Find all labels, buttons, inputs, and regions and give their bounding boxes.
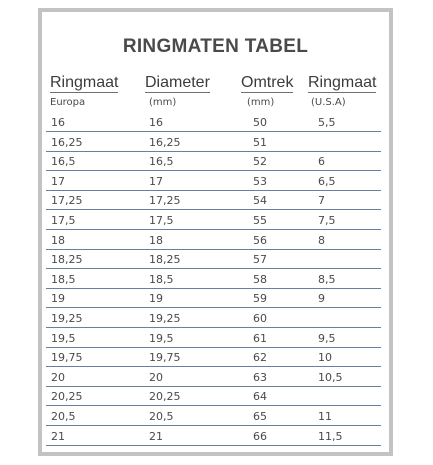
cell-omtrek: 62 <box>253 351 267 365</box>
cell-omtrek: 58 <box>253 272 267 286</box>
table-row <box>42 270 389 289</box>
table-row <box>42 309 389 328</box>
cell-diameter: 16,25 <box>149 135 181 149</box>
cell-ringmaat-europa: 20,25 <box>51 390 83 404</box>
cell-diameter: 18,25 <box>149 253 181 267</box>
cell-ringmaat-europa: 16,25 <box>51 135 83 149</box>
table-row <box>42 172 389 191</box>
cell-ringmaat-europa: 18 <box>51 233 65 247</box>
column-headers <box>42 74 389 96</box>
cell-ringmaat-usa: 11 <box>318 410 332 423</box>
cell-omtrek: 60 <box>253 312 267 325</box>
cell-diameter: 20,5 <box>149 410 174 423</box>
ring-size-table <box>38 8 393 456</box>
cell-omtrek: 66 <box>253 429 267 443</box>
cell-omtrek: 65 <box>253 410 267 423</box>
cell-ringmaat-europa: 19,25 <box>51 312 83 325</box>
cell-diameter: 18 <box>149 233 163 247</box>
table-row <box>42 133 389 152</box>
cell-ringmaat-usa: 7 <box>318 194 325 208</box>
cell-ringmaat-usa: 6 <box>318 155 325 169</box>
table-row <box>42 211 389 230</box>
subheader-usa: (U.S.A) <box>311 97 346 108</box>
cell-omtrek: 53 <box>253 174 267 188</box>
cell-diameter: 19,25 <box>149 312 181 325</box>
cell-ringmaat-usa: 8,5 <box>318 272 336 286</box>
table-row <box>42 250 389 269</box>
column-subheaders <box>42 96 389 112</box>
cell-ringmaat-usa: 7,5 <box>318 214 336 227</box>
cell-ringmaat-europa: 16,5 <box>51 155 76 169</box>
cell-omtrek: 56 <box>253 233 267 247</box>
table-title: RINGMATEN TABEL <box>122 36 309 57</box>
table-row <box>42 191 389 210</box>
row-divider <box>46 445 381 446</box>
table-row <box>42 407 389 426</box>
cell-diameter: 17,25 <box>149 194 181 208</box>
cell-diameter: 17 <box>149 174 163 188</box>
subheader-omtrek-unit: (mm) <box>247 97 275 108</box>
table-row <box>42 329 389 348</box>
cell-ringmaat-europa: 21 <box>51 429 65 443</box>
cell-omtrek: 52 <box>253 155 267 169</box>
table-row <box>42 427 389 446</box>
table-row <box>42 113 389 132</box>
header-diameter: Diameter <box>145 74 210 91</box>
cell-ringmaat-usa: 8 <box>318 233 325 247</box>
cell-ringmaat-europa: 16 <box>51 116 65 129</box>
cell-ringmaat-europa: 20 <box>51 370 65 384</box>
cell-diameter: 19,5 <box>149 331 174 345</box>
table-row <box>42 348 389 367</box>
cell-diameter: 16 <box>149 116 163 129</box>
cell-diameter: 19 <box>149 292 163 306</box>
table-row <box>42 387 389 406</box>
cell-omtrek: 50 <box>253 116 267 129</box>
cell-ringmaat-europa: 20,5 <box>51 410 76 423</box>
header-ringmaat-usa: Ringmaat <box>308 74 377 91</box>
cell-omtrek: 59 <box>253 292 267 306</box>
cell-diameter: 16,5 <box>149 155 174 169</box>
cell-ringmaat-usa: 9,5 <box>318 331 336 345</box>
cell-omtrek: 54 <box>253 194 267 208</box>
subheader-diameter-unit: (mm) <box>149 97 177 108</box>
cell-omtrek: 64 <box>253 390 267 404</box>
cell-ringmaat-usa: 6,5 <box>318 174 336 188</box>
cell-diameter: 20,25 <box>149 390 181 404</box>
table-row <box>42 368 389 387</box>
table-row <box>42 152 389 171</box>
cell-ringmaat-usa: 10,5 <box>318 370 343 384</box>
cell-diameter: 17,5 <box>149 214 174 227</box>
cell-ringmaat-usa: 11,5 <box>318 429 343 443</box>
cell-ringmaat-europa: 19,75 <box>51 351 83 365</box>
cell-ringmaat-europa: 18,5 <box>51 272 76 286</box>
subheader-europa: Europa <box>50 97 86 108</box>
table-row <box>42 231 389 250</box>
cell-ringmaat-europa: 17,25 <box>51 194 83 208</box>
cell-diameter: 19,75 <box>149 351 181 365</box>
cell-omtrek: 55 <box>253 214 267 227</box>
cell-ringmaat-usa: 5,5 <box>318 116 336 129</box>
cell-omtrek: 51 <box>253 135 267 149</box>
cell-omtrek: 57 <box>253 253 267 267</box>
cell-diameter: 20 <box>149 370 163 384</box>
table-row <box>42 289 389 308</box>
cell-omtrek: 61 <box>253 331 267 345</box>
cell-diameter: 18,5 <box>149 272 174 286</box>
cell-ringmaat-usa: 10 <box>318 351 332 365</box>
cell-omtrek: 63 <box>253 370 267 384</box>
cell-ringmaat-europa: 19,5 <box>51 331 76 345</box>
cell-ringmaat-usa: 9 <box>318 292 325 306</box>
header-omtrek: Omtrek <box>241 74 294 91</box>
cell-ringmaat-europa: 19 <box>51 292 65 306</box>
cell-ringmaat-europa: 17,5 <box>51 214 76 227</box>
cell-ringmaat-europa: 17 <box>51 174 65 188</box>
cell-diameter: 21 <box>149 429 163 443</box>
cell-ringmaat-europa: 18,25 <box>51 253 83 267</box>
header-ringmaat-europa: Ringmaat <box>50 74 119 91</box>
